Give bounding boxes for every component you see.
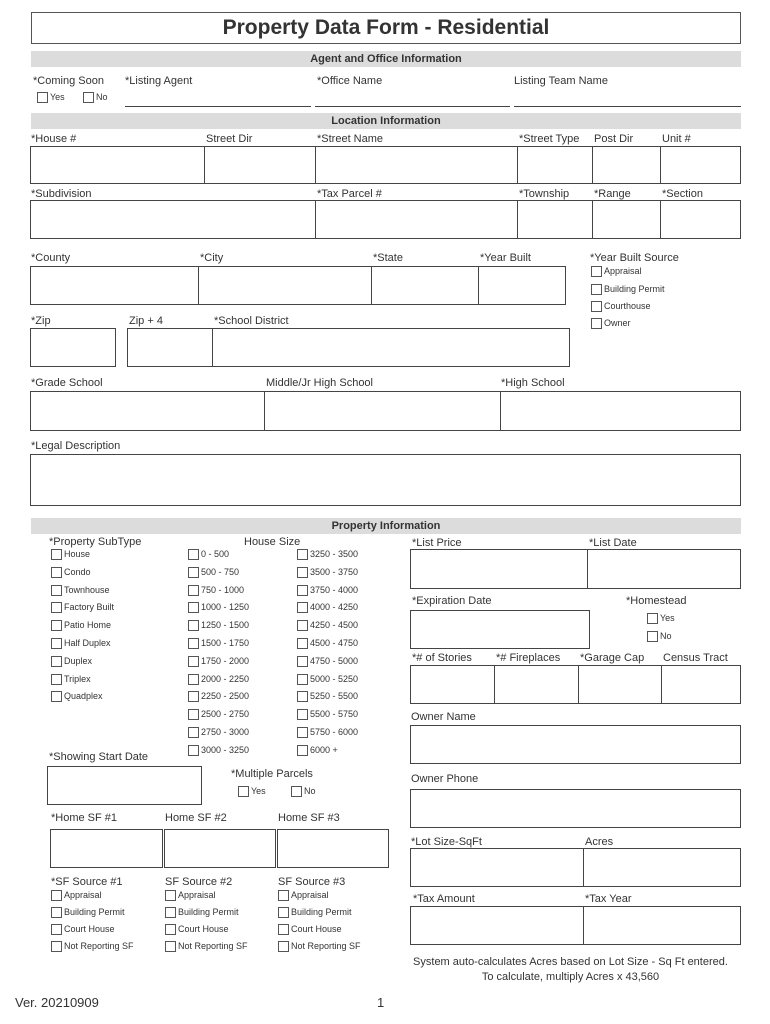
lot-size-field[interactable] (410, 848, 585, 887)
tax-year-label: *Tax Year (585, 893, 632, 905)
checkbox-label: Court House (64, 924, 115, 934)
coming-soon-yes[interactable] (37, 92, 65, 103)
census-tract-label: Census Tract (663, 652, 728, 664)
acres-field[interactable] (583, 848, 741, 887)
checkbox-label: 5750 - 6000 (310, 727, 359, 737)
checkbox-option[interactable] (188, 602, 249, 613)
checkbox-label: Building Permit (64, 907, 125, 917)
checkbox[interactable] (591, 301, 602, 312)
tax-year-field[interactable] (583, 906, 741, 945)
middle-school-field[interactable] (264, 391, 502, 431)
checkbox-label: Court House (178, 924, 229, 934)
checkbox-option[interactable] (278, 941, 361, 952)
year-built-source-appraisal[interactable] (591, 266, 642, 277)
checkbox[interactable] (188, 709, 199, 720)
checkbox-option[interactable] (188, 567, 239, 578)
checkbox-label: 4750 - 5000 (310, 655, 359, 666)
section-field[interactable] (660, 200, 741, 239)
acres-calculation-note (398, 955, 743, 985)
checkbox-label: 2500 - 2750 (201, 709, 250, 720)
checkbox[interactable] (297, 727, 308, 738)
post-dir-field[interactable] (592, 146, 662, 184)
checkbox-label: Quadplex (64, 691, 103, 702)
tax-amount-label: *Tax Amount (413, 893, 475, 905)
grade-school-label: *Grade School (31, 377, 103, 389)
checkbox[interactable] (647, 631, 658, 642)
checkbox[interactable] (51, 656, 62, 667)
checkbox-option[interactable] (165, 941, 248, 952)
checkbox[interactable] (51, 907, 62, 918)
home-sf-2-label: Home SF #2 (165, 812, 227, 824)
checkbox[interactable] (188, 638, 199, 649)
legal-description-label: *Legal Description (31, 440, 121, 452)
checkbox[interactable] (165, 890, 176, 901)
checkbox-label: 3000 - 3250 (201, 744, 250, 755)
street-name-field[interactable] (315, 146, 519, 184)
checkbox[interactable] (51, 890, 62, 901)
street-type-label: *Street Type (519, 133, 580, 145)
county-label: *County (31, 252, 71, 264)
fireplaces-label: *# Fireplaces (496, 652, 561, 664)
checkbox-label: 4000 - 4250 (310, 602, 359, 613)
checkbox-option[interactable] (297, 656, 358, 667)
section-header-location: Location Information (31, 113, 741, 129)
sf-source-1-label: *SF Source #1 (51, 876, 123, 888)
checkbox[interactable] (591, 284, 602, 295)
showing-start-date-label: *Showing Start Date (49, 751, 149, 763)
home-sf-3-label: Home SF #3 (278, 812, 340, 824)
checkbox-label: Building Permit (604, 284, 665, 294)
checkbox[interactable] (51, 674, 62, 685)
checkbox[interactable] (297, 567, 308, 578)
checkbox[interactable] (165, 941, 176, 952)
checkbox-option[interactable] (297, 585, 358, 596)
checkbox[interactable] (51, 549, 62, 560)
checkbox-option[interactable] (278, 907, 352, 918)
coming-soon-yes-label: Yes (50, 92, 65, 102)
checkbox-label: 2750 - 3000 (201, 727, 250, 737)
checkbox-option[interactable] (297, 691, 358, 702)
house-number-field[interactable] (30, 146, 206, 184)
checkbox-label: 1500 - 1750 (201, 638, 250, 648)
checkbox-option[interactable] (188, 638, 249, 649)
checkbox[interactable] (51, 691, 62, 702)
checkbox[interactable] (51, 941, 62, 952)
range-field[interactable] (592, 200, 662, 239)
subdivision-field[interactable] (30, 200, 317, 239)
checkbox-label: No (304, 786, 316, 796)
house-size-label: House Size (244, 536, 301, 548)
checkbox-label: Owner (604, 318, 631, 328)
checkbox-option[interactable] (165, 890, 216, 901)
checkbox-option[interactable] (188, 674, 249, 685)
checkbox-option[interactable] (51, 567, 91, 578)
state-field[interactable] (371, 266, 480, 305)
checkbox-option[interactable] (278, 924, 342, 935)
homestead-label: *Homestead (626, 595, 687, 607)
zip4-field[interactable] (127, 328, 214, 367)
checkbox-option[interactable] (297, 620, 358, 631)
checkbox-label: 1250 - 1500 (201, 620, 250, 631)
checkbox[interactable] (51, 924, 62, 935)
checkbox-option[interactable] (188, 656, 249, 667)
school-district-label: *School District (214, 315, 289, 327)
checkbox-option[interactable] (165, 907, 239, 918)
checkbox-label: 2250 - 2500 (201, 691, 250, 702)
year-built-field[interactable] (478, 266, 566, 305)
coming-soon-no-checkbox[interactable] (83, 92, 94, 103)
sf-source-3-label: SF Source #3 (278, 876, 346, 888)
checkbox[interactable] (278, 941, 289, 952)
checkbox-label: 4500 - 4750 (310, 638, 359, 648)
checkbox-label: 750 - 1000 (201, 584, 245, 595)
checkbox-label: No (660, 631, 672, 641)
grade-school-field[interactable] (30, 391, 266, 431)
year-built-source-building-permit[interactable] (591, 284, 665, 295)
checkbox-option[interactable] (188, 585, 244, 596)
expiration-date-field[interactable] (410, 610, 590, 649)
year-built-source-courthouse[interactable] (591, 301, 651, 312)
checkbox-option[interactable] (188, 709, 249, 720)
subdivision-label: *Subdivision (31, 188, 92, 200)
year-built-label: *Year Built (480, 252, 531, 264)
checkbox[interactable] (291, 786, 302, 797)
checkbox[interactable] (297, 674, 308, 685)
owner-name-label: Owner Name (411, 711, 476, 723)
unit-number-label: Unit # (662, 133, 691, 145)
list-date-field[interactable] (587, 549, 741, 589)
checkbox-option[interactable] (51, 638, 111, 649)
checkbox-option[interactable] (297, 674, 358, 685)
checkbox[interactable] (297, 585, 308, 596)
fireplaces-field[interactable] (494, 665, 580, 704)
checkbox-label: 1000 - 1250 (201, 602, 250, 613)
checkbox-label: 4250 - 4500 (310, 620, 359, 631)
checkbox[interactable] (278, 907, 289, 918)
range-label: *Range (594, 188, 631, 200)
year-built-source-owner[interactable] (591, 318, 631, 329)
checkbox[interactable] (188, 567, 199, 578)
checkbox[interactable] (165, 907, 176, 918)
checkbox-option[interactable] (51, 656, 92, 667)
checkbox-label: Court House (291, 924, 342, 934)
checkbox-option[interactable] (297, 567, 358, 578)
checkbox-option[interactable] (51, 691, 103, 702)
unit-number-field[interactable] (660, 146, 741, 184)
checkbox[interactable] (238, 786, 249, 797)
coming-soon-no-label: No (96, 92, 108, 102)
checkbox[interactable] (297, 656, 308, 667)
checkbox[interactable] (297, 602, 308, 613)
checkbox-option[interactable] (188, 745, 249, 756)
city-field[interactable] (198, 266, 373, 305)
checkbox-label: Building Permit (178, 907, 239, 917)
checkbox-label: Condo (64, 566, 91, 577)
checkbox-label: Appraisal (64, 890, 102, 900)
checkbox[interactable] (188, 602, 199, 613)
multiple-parcels-label: *Multiple Parcels (231, 768, 313, 780)
homestead-no[interactable] (647, 631, 672, 642)
city-label: *City (200, 252, 224, 264)
checkbox-option[interactable] (188, 549, 229, 560)
checkbox-label: 0 - 500 (201, 549, 230, 559)
checkbox-label: House (64, 549, 91, 559)
showing-start-date-field[interactable] (47, 766, 202, 805)
note-line-1: System auto-calculates Acres based on Lot Size - Sq Ft entered. (413, 956, 728, 968)
checkbox-option[interactable] (51, 620, 111, 631)
checkbox-label: 3750 - 4000 (310, 584, 359, 595)
home-sf-2-field[interactable] (164, 829, 276, 868)
checkbox-option[interactable] (51, 585, 110, 596)
checkbox-label: 3500 - 3750 (310, 566, 359, 577)
checkbox-label: Yes (660, 613, 675, 623)
listing-agent-field[interactable] (125, 92, 311, 107)
listing-team-name-label: Listing Team Name (514, 75, 608, 87)
coming-soon-label: *Coming Soon (33, 75, 104, 87)
checkbox-option[interactable] (297, 745, 338, 756)
sf-source-2-label: SF Source #2 (165, 876, 233, 888)
middle-school-label: Middle/Jr High School (266, 377, 373, 389)
checkbox-label: Factory Built (64, 602, 115, 613)
county-field[interactable] (30, 266, 200, 305)
checkbox[interactable] (51, 602, 62, 613)
checkbox[interactable] (297, 709, 308, 720)
checkbox[interactable] (51, 567, 62, 578)
home-sf-1-label: *Home SF #1 (51, 812, 118, 824)
zip-label: *Zip (31, 315, 51, 327)
census-tract-field[interactable] (661, 665, 741, 704)
checkbox-option[interactable] (51, 907, 125, 918)
checkbox-label: 6000 + (310, 744, 338, 755)
house-number-label: *House # (31, 133, 77, 145)
checkbox[interactable] (297, 745, 308, 756)
lot-size-label: *Lot Size-SqFt (411, 836, 482, 848)
checkbox-label: 500 - 750 (201, 566, 240, 577)
checkbox-option[interactable] (165, 924, 229, 935)
checkbox-option[interactable] (297, 549, 358, 560)
state-label: *State (373, 252, 403, 264)
garage-cap-label: *Garage Cap (580, 652, 645, 664)
checkbox-label: Duplex (64, 655, 93, 666)
checkbox[interactable] (297, 620, 308, 631)
checkbox-label: Half Duplex (64, 638, 111, 648)
checkbox-label: Not Reporting SF (178, 941, 248, 951)
checkbox[interactable] (591, 266, 602, 277)
checkbox-option[interactable] (51, 674, 91, 685)
street-type-field[interactable] (517, 146, 594, 184)
multiple-parcels-no[interactable] (291, 786, 316, 797)
street-dir-label: Street Dir (206, 133, 253, 145)
page-title-text: Property Data Form - Residential (222, 16, 550, 39)
listing-team-name-field[interactable] (514, 92, 741, 107)
multiple-parcels-yes[interactable] (238, 786, 266, 797)
checkbox[interactable] (51, 585, 62, 596)
page-title (31, 12, 741, 44)
checkbox[interactable] (297, 638, 308, 649)
checkbox-option[interactable] (297, 638, 358, 649)
checkbox[interactable] (188, 620, 199, 631)
zip4-label: Zip + 4 (129, 315, 163, 327)
checkbox-label: Triplex (64, 673, 91, 684)
listing-agent-label: *Listing Agent (125, 75, 193, 87)
list-date-label: *List Date (589, 537, 637, 549)
checkbox[interactable] (278, 924, 289, 935)
checkbox-option[interactable] (188, 691, 249, 702)
checkbox[interactable] (188, 745, 199, 756)
checkbox[interactable] (591, 318, 602, 329)
checkbox-option[interactable] (51, 924, 115, 935)
owner-name-field[interactable] (410, 725, 741, 764)
office-name-label: *Office Name (317, 75, 383, 87)
post-dir-label: Post Dir (594, 133, 634, 145)
township-field[interactable] (517, 200, 594, 239)
section-header-property: Property Information (31, 518, 741, 534)
expiration-date-label: *Expiration Date (412, 595, 492, 607)
checkbox-option[interactable] (51, 549, 90, 560)
checkbox-label: Not Reporting SF (64, 941, 134, 951)
checkbox-option[interactable] (188, 620, 249, 631)
checkbox[interactable] (188, 674, 199, 685)
version-text: Ver. 20210909 (15, 995, 99, 1010)
checkbox-label: 5250 - 5500 (310, 691, 359, 702)
checkbox-label: 5000 - 5250 (310, 673, 359, 684)
checkbox-label: Appraisal (604, 266, 642, 276)
checkbox-label: Building Permit (291, 907, 352, 917)
checkbox-option[interactable] (51, 890, 102, 901)
checkbox-label: Appraisal (178, 890, 216, 900)
checkbox-option[interactable] (297, 602, 358, 613)
checkbox[interactable] (188, 585, 199, 596)
acres-label: Acres (585, 836, 614, 848)
checkbox-option[interactable] (51, 941, 134, 952)
owner-phone-field[interactable] (410, 789, 741, 828)
checkbox-label: Courthouse (604, 301, 651, 311)
checkbox[interactable] (297, 549, 308, 560)
checkbox[interactable] (51, 638, 62, 649)
checkbox[interactable] (165, 924, 176, 935)
checkbox-label: 3250 - 3500 (310, 549, 359, 559)
checkbox-option[interactable] (297, 727, 358, 738)
checkbox[interactable] (278, 890, 289, 901)
coming-soon-yes-checkbox[interactable] (37, 92, 48, 103)
tax-amount-field[interactable] (410, 906, 585, 945)
checkbox-label: Not Reporting SF (291, 941, 361, 951)
school-district-field[interactable] (212, 328, 570, 367)
section-header-agent: Agent and Office Information (31, 51, 741, 67)
checkbox-option[interactable] (51, 602, 114, 613)
property-subtype-label: *Property SubType (49, 536, 142, 548)
high-school-label: *High School (501, 377, 565, 389)
tax-parcel-field[interactable] (315, 200, 519, 239)
section-label: *Section (662, 188, 703, 200)
zip-field[interactable] (30, 328, 116, 367)
checkbox[interactable] (188, 691, 199, 702)
checkbox-label: Appraisal (291, 890, 329, 900)
home-sf-3-field[interactable] (277, 829, 389, 868)
owner-phone-label: Owner Phone (411, 773, 479, 785)
checkbox-option[interactable] (188, 727, 249, 738)
checkbox[interactable] (51, 620, 62, 631)
note-line-2: To calculate, multiply Acres x 43,560 (481, 971, 660, 983)
homestead-yes[interactable] (647, 613, 675, 624)
checkbox-label: 5500 - 5750 (310, 709, 359, 720)
checkbox-label: 2000 - 2250 (201, 673, 250, 684)
high-school-field[interactable] (500, 391, 741, 431)
legal-description-field[interactable] (30, 454, 741, 506)
stories-label: *# of Stories (412, 652, 472, 664)
checkbox[interactable] (297, 691, 308, 702)
checkbox-label: Townhouse (64, 584, 110, 595)
year-built-source-label: *Year Built Source (590, 252, 679, 264)
checkbox[interactable] (188, 656, 199, 667)
street-dir-field[interactable] (204, 146, 317, 184)
checkbox-label: 1750 - 2000 (201, 655, 250, 666)
checkbox-label: Patio Home (64, 620, 112, 631)
checkbox[interactable] (188, 549, 199, 560)
checkbox-option[interactable] (297, 709, 358, 720)
list-price-field[interactable] (410, 549, 589, 589)
garage-cap-field[interactable] (578, 665, 663, 704)
checkbox[interactable] (188, 727, 199, 738)
checkbox[interactable] (647, 613, 658, 624)
township-label: *Township (519, 188, 570, 200)
coming-soon-no[interactable] (83, 92, 108, 103)
street-name-label: *Street Name (317, 133, 384, 145)
checkbox-label: Yes (251, 786, 266, 796)
checkbox-option[interactable] (278, 890, 329, 901)
list-price-label: *List Price (412, 537, 462, 549)
tax-parcel-label: *Tax Parcel # (317, 188, 382, 200)
home-sf-1-field[interactable] (50, 829, 163, 868)
stories-field[interactable] (410, 665, 496, 704)
office-name-field[interactable] (315, 92, 510, 107)
page-number: 1 (377, 995, 385, 1010)
